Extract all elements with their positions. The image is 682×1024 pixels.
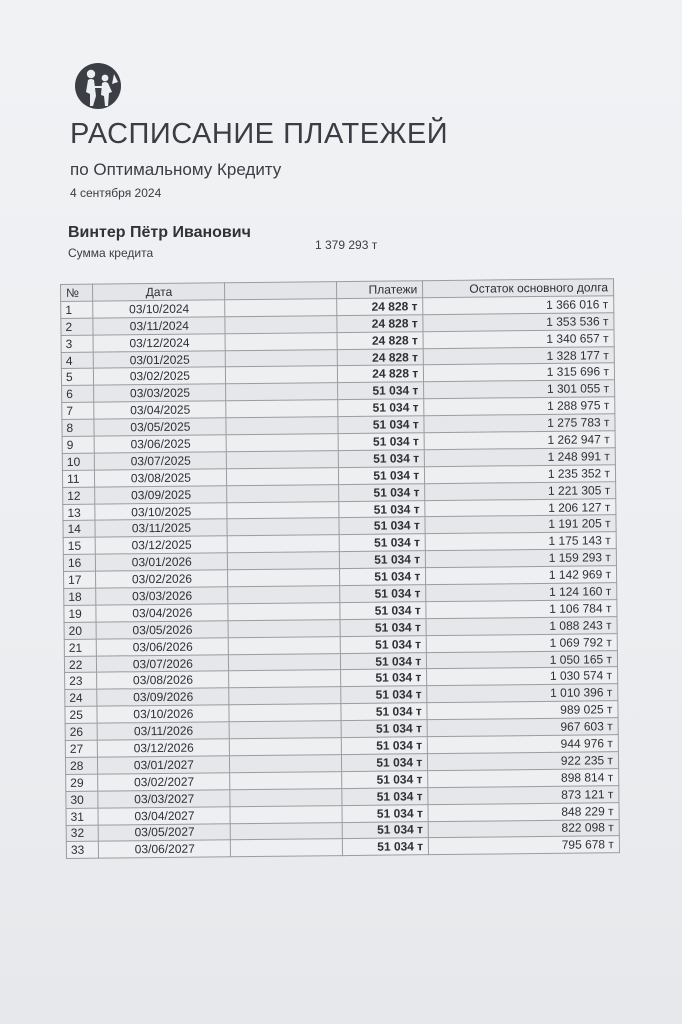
- row-date-cell: 03/11/2025: [95, 519, 227, 537]
- row-filler-cell: [229, 687, 341, 705]
- row-num-cell: 6: [62, 385, 94, 402]
- row-num-cell: 19: [64, 605, 96, 622]
- row-date-cell: 03/04/2025: [94, 401, 226, 419]
- column-header-payment: Платежи: [337, 281, 423, 299]
- row-num-cell: 27: [65, 740, 97, 757]
- row-payment-cell: 51 034 т: [339, 433, 425, 451]
- row-num-cell: 7: [62, 402, 94, 419]
- row-filler-cell: [227, 434, 339, 452]
- row-balance-cell: 1 159 293 т: [426, 549, 617, 568]
- row-num-cell: 14: [63, 521, 95, 538]
- row-filler-cell: [227, 518, 339, 536]
- row-date-cell: 03/10/2025: [95, 502, 227, 520]
- row-balance-cell: 1 353 536 т: [423, 312, 614, 331]
- row-date-cell: 03/08/2025: [95, 469, 227, 487]
- row-date-cell: 03/10/2024: [93, 300, 225, 318]
- column-header-filler: [225, 282, 337, 300]
- row-filler-cell: [231, 839, 343, 857]
- row-date-cell: 03/03/2026: [96, 587, 228, 605]
- row-num-cell: 12: [63, 487, 95, 504]
- row-filler-cell: [228, 603, 340, 621]
- row-balance-cell: 944 976 т: [427, 735, 618, 754]
- row-num-cell: 18: [64, 588, 96, 605]
- row-num-cell: 25: [65, 706, 97, 723]
- row-payment-cell: 51 034 т: [339, 466, 425, 484]
- row-filler-cell: [227, 450, 339, 468]
- row-payment-cell: 51 034 т: [338, 399, 424, 417]
- row-num-cell: 28: [65, 757, 97, 774]
- row-balance-cell: 1 340 657 т: [423, 329, 614, 348]
- row-filler-cell: [230, 738, 342, 756]
- row-balance-cell: 1 106 784 т: [426, 600, 617, 619]
- row-date-cell: 03/09/2026: [97, 688, 229, 706]
- row-payment-cell: 51 034 т: [339, 500, 425, 518]
- row-date-cell: 03/02/2026: [96, 570, 228, 588]
- row-filler-cell: [230, 755, 342, 773]
- column-header-num: №: [61, 284, 93, 301]
- row-num-cell: 22: [64, 656, 96, 673]
- table-body: [61, 296, 620, 859]
- row-date-cell: 03/11/2026: [97, 722, 229, 740]
- row-num-cell: 4: [61, 352, 93, 369]
- company-logo-icon: [74, 62, 128, 110]
- row-date-cell: 03/03/2027: [98, 789, 230, 807]
- row-date-cell: 03/01/2026: [96, 553, 228, 571]
- row-date-cell: 03/06/2025: [94, 435, 226, 453]
- row-filler-cell: [229, 636, 341, 654]
- row-filler-cell: [226, 400, 338, 418]
- row-payment-cell: 51 034 т: [342, 720, 428, 738]
- row-filler-cell: [229, 670, 341, 688]
- row-balance-cell: 1 010 396 т: [427, 684, 618, 703]
- row-filler-cell: [227, 501, 339, 519]
- column-header-balance: Остаток основного долга: [423, 279, 614, 298]
- row-balance-cell: 1 175 143 т: [425, 532, 616, 551]
- row-filler-cell: [230, 771, 342, 789]
- row-balance-cell: 1 206 127 т: [425, 498, 616, 517]
- row-filler-cell: [230, 721, 342, 739]
- row-num-cell: 26: [65, 723, 97, 740]
- row-date-cell: 03/02/2027: [98, 773, 230, 791]
- row-balance-cell: 1 262 947 т: [424, 431, 615, 450]
- row-filler-cell: [229, 619, 341, 637]
- row-date-cell: 03/12/2026: [98, 739, 230, 757]
- row-num-cell: 30: [66, 791, 98, 808]
- page-title: РАСПИСАНИЕ ПЛАТЕЖЕЙ: [70, 118, 449, 150]
- column-header-date: Дата: [93, 283, 225, 301]
- row-filler-cell: [228, 569, 340, 587]
- row-date-cell: 03/09/2025: [95, 485, 227, 503]
- payment-schedule-table-wrap: [60, 278, 620, 859]
- row-date-cell: 03/06/2027: [99, 840, 231, 858]
- row-balance-cell: 1 366 016 т: [423, 296, 614, 315]
- row-filler-cell: [228, 586, 340, 604]
- row-num-cell: 1: [61, 301, 93, 318]
- row-balance-cell: 795 678 т: [429, 836, 620, 855]
- row-payment-cell: 51 034 т: [339, 517, 425, 535]
- row-filler-cell: [231, 822, 343, 840]
- row-balance-cell: 873 121 т: [428, 785, 619, 804]
- payment-schedule-table: [60, 278, 620, 859]
- row-payment-cell: 51 034 т: [341, 652, 427, 670]
- row-date-cell: 03/03/2025: [94, 384, 226, 402]
- row-date-cell: 03/04/2026: [96, 604, 228, 622]
- row-date-cell: 03/02/2025: [94, 367, 226, 385]
- row-num-cell: 20: [64, 622, 96, 639]
- row-balance-cell: 1 315 696 т: [424, 363, 615, 382]
- row-num-cell: 15: [63, 538, 95, 555]
- row-filler-cell: [226, 383, 338, 401]
- row-payment-cell: 51 034 т: [341, 635, 427, 653]
- row-payment-cell: 51 034 т: [341, 669, 427, 687]
- row-payment-cell: 51 034 т: [340, 585, 426, 603]
- row-balance-cell: 1 191 205 т: [425, 515, 616, 534]
- row-filler-cell: [230, 788, 342, 806]
- row-date-cell: 03/11/2024: [93, 317, 225, 335]
- row-balance-cell: 1 288 975 т: [424, 397, 615, 416]
- row-filler-cell: [225, 298, 337, 316]
- page-subtitle: по Оптимальному Кредиту: [70, 160, 282, 179]
- row-payment-cell: 51 034 т: [342, 771, 428, 789]
- row-payment-cell: 24 828 т: [337, 298, 423, 316]
- row-payment-cell: 51 034 т: [338, 382, 424, 400]
- row-payment-cell: 51 034 т: [343, 821, 429, 839]
- row-num-cell: 16: [63, 554, 95, 571]
- row-balance-cell: 1 142 969 т: [426, 566, 617, 585]
- row-date-cell: 03/12/2025: [95, 536, 227, 554]
- row-date-cell: 03/05/2026: [96, 621, 228, 639]
- row-balance-cell: 989 025 т: [427, 701, 618, 720]
- row-payment-cell: 51 034 т: [340, 568, 426, 586]
- row-filler-cell: [225, 332, 337, 350]
- row-payment-cell: 51 034 т: [339, 450, 425, 468]
- row-filler-cell: [225, 315, 337, 333]
- row-num-cell: 9: [62, 436, 94, 453]
- row-date-cell: 03/04/2027: [98, 806, 230, 824]
- row-filler-cell: [226, 417, 338, 435]
- row-date-cell: 03/07/2026: [97, 654, 229, 672]
- row-balance-cell: 1 221 305 т: [425, 481, 616, 500]
- row-balance-cell: 1 069 792 т: [426, 633, 617, 652]
- row-date-cell: 03/07/2025: [95, 452, 227, 470]
- row-filler-cell: [228, 552, 340, 570]
- row-num-cell: 31: [66, 808, 98, 825]
- row-filler-cell: [230, 805, 342, 823]
- row-date-cell: 03/01/2027: [98, 756, 230, 774]
- row-num-cell: 33: [66, 842, 98, 859]
- row-filler-cell: [226, 366, 338, 384]
- loan-amount-value: 1 379 293 т: [315, 238, 378, 252]
- row-payment-cell: 51 034 т: [339, 483, 425, 501]
- row-num-cell: 8: [62, 419, 94, 436]
- row-filler-cell: [227, 467, 339, 485]
- row-balance-cell: 1 088 243 т: [426, 616, 617, 635]
- row-payment-cell: 51 034 т: [341, 703, 427, 721]
- row-filler-cell: [227, 484, 339, 502]
- row-date-cell: 03/08/2026: [97, 671, 229, 689]
- row-filler-cell: [228, 535, 340, 553]
- row-balance-cell: 1 124 160 т: [426, 583, 617, 602]
- row-num-cell: 5: [61, 369, 93, 386]
- row-balance-cell: 898 814 т: [428, 769, 619, 788]
- row-balance-cell: 822 098 т: [428, 819, 619, 838]
- row-payment-cell: 51 034 т: [340, 534, 426, 552]
- row-num-cell: 24: [65, 690, 97, 707]
- loan-amount-label: Сумма кредита: [68, 246, 154, 260]
- row-balance-cell: 967 603 т: [427, 718, 618, 737]
- row-payment-cell: 24 828 т: [338, 348, 424, 366]
- row-num-cell: 17: [64, 571, 96, 588]
- row-payment-cell: 51 034 т: [342, 804, 428, 822]
- row-payment-cell: 51 034 т: [342, 754, 428, 772]
- row-payment-cell: 51 034 т: [340, 618, 426, 636]
- row-date-cell: 03/10/2026: [97, 705, 229, 723]
- document-date: 4 сентября 2024: [70, 186, 162, 200]
- row-date-cell: 03/05/2025: [94, 418, 226, 436]
- row-payment-cell: 51 034 т: [342, 787, 428, 805]
- row-date-cell: 03/01/2025: [93, 350, 225, 368]
- row-num-cell: 11: [62, 470, 94, 487]
- row-date-cell: 03/12/2024: [93, 333, 225, 351]
- row-balance-cell: 1 235 352 т: [425, 464, 616, 483]
- row-date-cell: 03/06/2026: [96, 637, 228, 655]
- row-balance-cell: 1 301 055 т: [424, 380, 615, 399]
- row-balance-cell: 1 030 574 т: [427, 667, 618, 686]
- row-payment-cell: 24 828 т: [338, 365, 424, 383]
- row-payment-cell: 24 828 т: [337, 314, 423, 332]
- row-filler-cell: [226, 349, 338, 367]
- row-payment-cell: 51 034 т: [338, 416, 424, 434]
- row-date-cell: 03/05/2027: [98, 823, 230, 841]
- row-balance-cell: 1 248 991 т: [424, 448, 615, 467]
- row-balance-cell: 1 328 177 т: [423, 346, 614, 365]
- row-num-cell: 29: [66, 774, 98, 791]
- row-balance-cell: 1 050 165 т: [427, 650, 618, 669]
- row-num-cell: 21: [64, 639, 96, 656]
- row-balance-cell: 1 275 783 т: [424, 414, 615, 433]
- row-filler-cell: [229, 704, 341, 722]
- row-num-cell: 3: [61, 335, 93, 352]
- client-name: Винтер Пётр Иванович: [68, 224, 251, 241]
- row-num-cell: 13: [63, 504, 95, 521]
- row-num-cell: 2: [61, 318, 93, 335]
- row-payment-cell: 51 034 т: [342, 737, 428, 755]
- row-balance-cell: 848 229 т: [428, 802, 619, 821]
- row-payment-cell: 24 828 т: [337, 331, 423, 349]
- row-payment-cell: 51 034 т: [340, 551, 426, 569]
- row-num-cell: 32: [66, 825, 98, 842]
- row-num-cell: 23: [65, 673, 97, 690]
- row-num-cell: 10: [62, 453, 94, 470]
- row-payment-cell: 51 034 т: [341, 686, 427, 704]
- row-payment-cell: 51 034 т: [343, 838, 429, 856]
- row-payment-cell: 51 034 т: [340, 602, 426, 620]
- row-balance-cell: 922 235 т: [428, 752, 619, 771]
- row-filler-cell: [229, 653, 341, 671]
